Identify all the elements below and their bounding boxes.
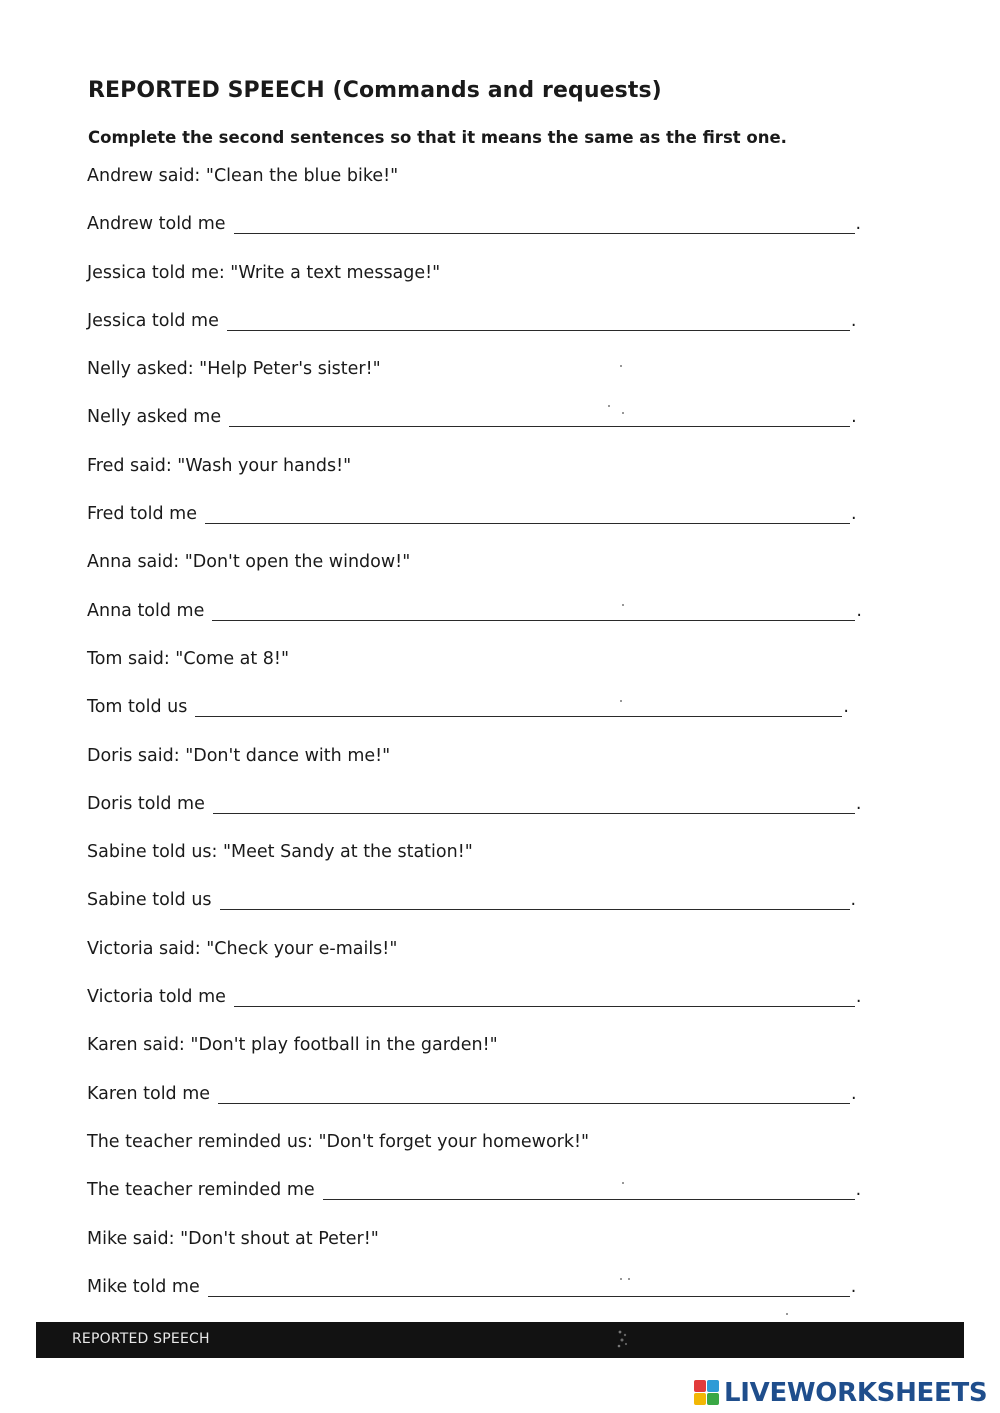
answer-stem: Nelly asked me	[87, 407, 222, 428]
prompt-sentence	[87, 842, 887, 890]
sentence-period: .	[855, 214, 862, 235]
answer-blank[interactable]	[227, 311, 850, 331]
answer-blank[interactable]	[323, 1180, 855, 1200]
answer-stem: Andrew told me	[87, 214, 226, 235]
scan-speck	[622, 1182, 624, 1184]
answer-stem: Karen told me	[87, 1083, 211, 1104]
prompt-text: Sabine told us: "Meet Sandy at the station!"	[87, 842, 473, 863]
answer-row	[87, 794, 887, 842]
prompt-text: The teacher reminded us: "Don't forget your homework!"	[87, 1131, 590, 1152]
answer-row	[87, 1084, 887, 1132]
prompt-sentence	[87, 359, 887, 407]
answer-blank[interactable]	[218, 1084, 850, 1104]
answer-blank[interactable]	[220, 890, 850, 910]
prompt-text: Fred said: "Wash your hands!"	[87, 455, 352, 476]
answer-stem: Anna told me	[87, 600, 205, 621]
answer-stem: Tom told us	[87, 697, 188, 718]
answer-stem: Fred told me	[87, 504, 197, 525]
answer-row	[87, 987, 887, 1035]
answer-row	[87, 1277, 887, 1325]
answer-stem: Victoria told me	[87, 987, 226, 1008]
prompt-sentence	[87, 263, 887, 311]
answer-stem: Sabine told us	[87, 890, 212, 911]
footer-label: REPORTED SPEECH	[72, 1331, 210, 1347]
scan-speck	[622, 412, 624, 414]
answer-row	[87, 504, 887, 552]
scan-speck	[608, 405, 610, 407]
exercise-list	[87, 166, 887, 1325]
prompt-sentence	[87, 552, 887, 600]
answer-blank[interactable]	[229, 407, 850, 427]
answer-blank[interactable]	[205, 504, 850, 524]
prompt-sentence	[87, 166, 887, 214]
answer-row	[87, 697, 887, 745]
answer-blank[interactable]	[195, 697, 842, 717]
prompt-text: Jessica told me: "Write a text message!"	[87, 262, 441, 283]
answer-blank[interactable]	[208, 1277, 850, 1297]
answer-stem: Mike told me	[87, 1276, 200, 1297]
scan-speck	[622, 604, 624, 606]
answer-blank[interactable]	[234, 214, 855, 234]
answer-row	[87, 407, 887, 455]
answer-row	[87, 890, 887, 938]
prompt-sentence	[87, 939, 887, 987]
scan-speck	[620, 700, 622, 702]
sentence-period: .	[850, 310, 857, 331]
prompt-text: Tom said: "Come at 8!"	[87, 648, 290, 669]
instruction-text: Complete the second sentences so that it means the same as the first one.	[88, 128, 787, 147]
scan-speck	[620, 365, 622, 367]
brand-watermark	[694, 1378, 987, 1408]
answer-blank[interactable]	[213, 794, 855, 814]
sentence-period: .	[855, 1180, 862, 1201]
answer-row	[87, 214, 887, 262]
answer-row	[87, 1180, 887, 1228]
worksheet-title: REPORTED SPEECH (Commands and requests)	[88, 78, 662, 103]
prompt-sentence	[87, 649, 887, 697]
answer-stem: Jessica told me	[87, 310, 219, 331]
sentence-period: .	[855, 793, 862, 814]
answer-blank[interactable]	[234, 987, 855, 1007]
prompt-text: Doris said: "Don't dance with me!"	[87, 745, 391, 766]
answer-stem: Doris told me	[87, 793, 205, 814]
prompt-text: Mike said: "Don't shout at Peter!"	[87, 1228, 379, 1249]
prompt-text: Andrew said: "Clean the blue bike!"	[87, 166, 399, 186]
sentence-period: .	[850, 1276, 857, 1297]
scan-speck	[628, 1278, 630, 1280]
prompt-sentence	[87, 1035, 887, 1083]
answer-stem: The teacher reminded me	[87, 1180, 315, 1201]
scan-speck	[786, 1313, 788, 1315]
answer-blank[interactable]	[212, 601, 855, 621]
scan-artifact-icon	[616, 1328, 630, 1350]
prompt-sentence	[87, 1229, 887, 1277]
answer-row	[87, 601, 887, 649]
liveworksheets-logo-icon	[694, 1380, 720, 1406]
sentence-period: .	[850, 890, 857, 911]
prompt-sentence	[87, 1132, 887, 1180]
brand-name: LIVEWORKSHEETS	[724, 1378, 988, 1408]
prompt-sentence	[87, 746, 887, 794]
prompt-text: Anna said: "Don't open the window!"	[87, 552, 411, 573]
prompt-sentence	[87, 456, 887, 504]
sentence-period: .	[855, 987, 862, 1008]
footer-bar	[36, 1322, 964, 1358]
sentence-period: .	[843, 697, 849, 718]
prompt-text: Nelly asked: "Help Peter's sister!"	[87, 359, 381, 380]
scan-speck	[620, 1278, 622, 1280]
sentence-period: .	[856, 600, 862, 621]
prompt-text: Karen said: "Don't play football in the garden!"	[87, 1035, 498, 1056]
prompt-text: Victoria said: "Check your e-mails!"	[87, 938, 398, 959]
sentence-period: .	[851, 1083, 857, 1104]
sentence-period: .	[850, 504, 857, 525]
sentence-period: .	[851, 407, 857, 428]
answer-row	[87, 311, 887, 359]
